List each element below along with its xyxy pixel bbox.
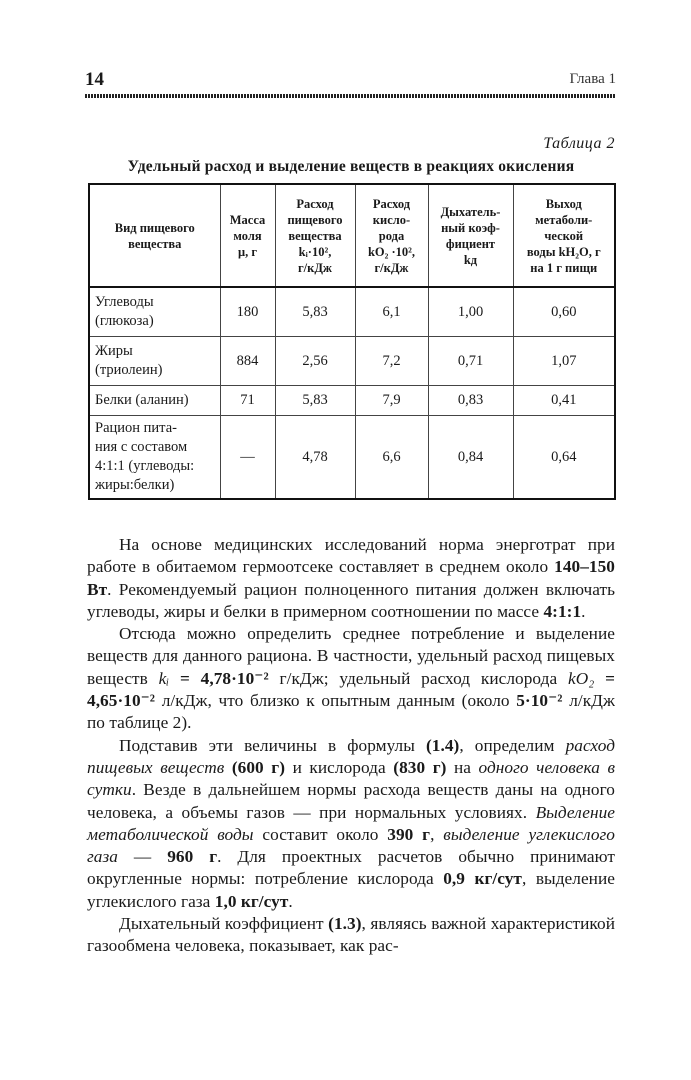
text-run: = 4,65·10⁻² [87, 668, 615, 711]
cell-line: г/кДж [297, 260, 332, 275]
text-run: Отсюда можно определить среднее потребление и выделение веществ для данного рациона. В частности, удельный расход пищевых веществ [87, 624, 615, 688]
cell-line: ния с составом [95, 439, 188, 455]
cell-line: кисло- [372, 212, 411, 227]
text-run: выделение углекислого газа [87, 824, 615, 867]
text-run: — [117, 847, 168, 867]
cell-line: kᵢ·10², [298, 244, 332, 259]
text-run: Выделение метаболической воды [87, 802, 615, 844]
text-run: л/кДж по таблице 2). [87, 691, 615, 733]
cell-line: Дыхатель- [440, 204, 501, 219]
cell-line: kO₂ ·10², [367, 244, 416, 259]
respiratory-coefficient: 0,83 [428, 386, 513, 416]
header-cell [275, 184, 355, 287]
text-run: = 4,78·10⁻² [169, 668, 269, 688]
cell-line: Расход [372, 196, 411, 211]
text-run: 5·10⁻² [516, 691, 563, 711]
table-row [89, 386, 615, 416]
text-run: , [430, 824, 444, 844]
text-run: (600 г) [231, 757, 286, 777]
cell-line: kд [463, 252, 478, 267]
formula-symbol: kO₂ [567, 668, 595, 688]
cell-line: Жиры [95, 343, 133, 359]
text-run: (830 г) [393, 757, 447, 777]
oxygen-consumption: 6,1 [355, 287, 428, 337]
food-consumption: 2,56 [275, 337, 355, 386]
cell-line: рода [378, 228, 405, 243]
cell-line: жиры:белки) [95, 477, 175, 493]
text-run: 1,0 кг/сут [214, 891, 289, 911]
cell-line: ческой [544, 228, 584, 243]
text-run: Подставив эти величины в формулы [119, 735, 426, 755]
paragraph [87, 913, 615, 958]
cell-line: г/кДж [374, 260, 409, 275]
cell-line: на 1 г пищи [530, 260, 598, 275]
text-run: 960 г [167, 847, 218, 867]
text-run: . Для проектных расчетов обычно принимают округленные нормы: потребление кислорода [87, 847, 615, 889]
cell-line: Белки (аланин) [95, 392, 189, 408]
table-row [89, 287, 615, 337]
paragraph [87, 534, 615, 623]
metabolic-water: 0,64 [513, 416, 615, 500]
cell-line: ный коэф- [441, 220, 500, 235]
substance-name [89, 337, 220, 386]
text-run: , являясь важной характеристикой газообмена человека, показывает, как рас- [87, 914, 615, 956]
table-header-row [89, 184, 615, 287]
oxygen-consumption: 7,9 [355, 386, 428, 416]
cell-line: 4:1:1 (углеводы: [95, 458, 195, 474]
paragraph [87, 623, 615, 734]
header-cell [428, 184, 513, 287]
respiratory-coefficient: 0,84 [428, 416, 513, 500]
metabolic-water: 1,07 [513, 337, 615, 386]
cell-line: вещества [128, 236, 182, 251]
text-run: на [446, 757, 479, 777]
oxygen-consumption: 7,2 [355, 337, 428, 386]
text-run: (1.4) [425, 735, 460, 755]
text-run: одного человека в сутки [87, 757, 615, 800]
cell-line: воды kH₂O, г [526, 244, 601, 259]
oxygen-consumption: 6,6 [355, 416, 428, 500]
cell-line: фициент [445, 236, 496, 251]
cell-line: Углеводы [95, 294, 154, 310]
cell-line: (глюкоза) [95, 313, 154, 329]
header-cell [89, 184, 220, 287]
molar-mass: — [220, 416, 275, 500]
text-run: 0,9 кг/сут [443, 869, 522, 889]
respiratory-coefficient: 1,00 [428, 287, 513, 337]
metabolic-water: 0,60 [513, 287, 615, 337]
text-run: (1.3) [328, 914, 362, 934]
text-run: . Везде в дальнейшем нормы расхода веществ даны на одного человека, а объемы газов — при нормальных условиях. [87, 780, 615, 822]
text-run: 390 г [387, 824, 431, 844]
text-run: . [581, 601, 586, 621]
text-run: 4:1:1 [543, 601, 582, 621]
cell-line: Масса [229, 212, 266, 227]
food-consumption: 5,83 [275, 386, 355, 416]
text-run: . [288, 891, 293, 911]
text-run: Дыхательный коэффициент [119, 914, 329, 934]
substance-name [89, 386, 220, 416]
text-run: На основе медицинских исследований норма энерготрат при работе в обитаемом гермоотсеке составляет в среднем около [87, 535, 615, 577]
food-consumption: 4,78 [275, 416, 355, 500]
cell-line: Вид пищевого [114, 220, 195, 235]
substance-name [89, 287, 220, 337]
molar-mass: 71 [220, 386, 275, 416]
text-run: 140–150 Вт [87, 557, 615, 599]
cell-line: метаболи- [535, 212, 593, 227]
text-run: расход пищевых веществ [87, 735, 615, 777]
metabolic-water: 0,41 [513, 386, 615, 416]
header-cell [513, 184, 615, 287]
header-cell [355, 184, 428, 287]
text-run [224, 758, 232, 777]
table-row [89, 337, 615, 386]
cell-line: Выход [545, 196, 582, 211]
text-run: и кислорода [285, 757, 394, 777]
cell-line: μ, г [237, 244, 257, 259]
substances-table [88, 183, 616, 500]
page-number: 14 [85, 69, 104, 90]
table-title: Удельный расход и выделение веществ в реакциях окисления [127, 158, 575, 175]
chapter-label: Глава 1 [569, 71, 616, 87]
respiratory-coefficient: 0,71 [428, 337, 513, 386]
body-text [87, 534, 615, 958]
text-run: л/кДж, что близко к опытным данным (около [155, 691, 517, 711]
molar-mass: 180 [220, 287, 275, 337]
text-run: , определим [459, 735, 566, 755]
molar-mass: 884 [220, 337, 275, 386]
text-run: , выделение углекислого газа [87, 869, 615, 911]
formula-symbol: kᵢ [158, 668, 170, 688]
text-run: составит около [253, 824, 388, 844]
text-run: г/кДж; удельный расход кислорода [268, 668, 568, 688]
cell-line: вещества [288, 228, 342, 243]
cell-line: пищевого [287, 212, 343, 227]
table-label: Таблица 2 [543, 135, 615, 152]
paragraph [87, 735, 615, 913]
table-row [89, 416, 615, 500]
substance-name [89, 416, 220, 500]
cell-line: моля [233, 228, 262, 243]
cell-line: Расход [296, 196, 334, 211]
text-run: . Рекомендуемый рацион полноценного питания должен включать углеводы, жиры и белки в примерном соотношении по массе [87, 579, 615, 621]
header-cell [220, 184, 275, 287]
cell-line: Рацион пита- [95, 420, 177, 436]
cell-line: (триолеин) [95, 362, 163, 378]
header-rule [85, 94, 616, 98]
food-consumption: 5,83 [275, 287, 355, 337]
